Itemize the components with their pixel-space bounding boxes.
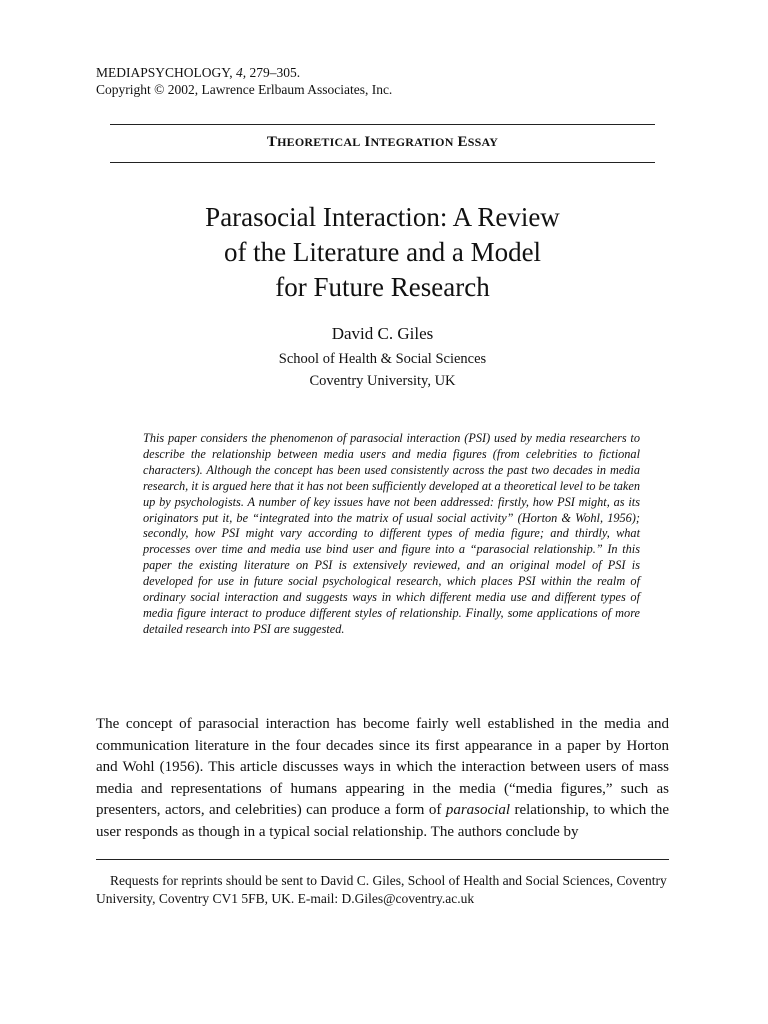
section-word-2-initial: I: [364, 134, 371, 150]
footnote-rule: [96, 859, 669, 860]
title-line-3: for Future Research: [275, 272, 490, 302]
institution: Coventry University, UK: [309, 373, 456, 389]
citation-line: [96, 64, 392, 81]
abstract: This paper considers the phenomenon of parasocial interaction (PSI) used by media researchers to describe the relationship between media users and media figures (from celebrities to fictional characters). Although the concept has been used consistently across the past two decades in media research, it is argued here that it has not been sufficiently developed at a theoretical level to be taken up by psychologists. A number of key issues have not been addressed: firstly, how PSI might, as its originators put it, be “integrated into the matrix of usual social activity” (Horton & Wohl, 1956); secondly, how PSI might vary according to different types of media figure; and thirdly, what processes over time and media use bind user and figure into a “parasocial relationship.” In this paper the existing literature on PSI is extensively reviewed, and an original model of PSI is developed for use in future social psychological research, which places PSI within the realm of ordinary social interaction and suggests ways in which different media use and different types of media figure interact to produce different styles of relationship. Finally, some applications of more detailed research into PSI are suggested.: [143, 431, 640, 636]
bottom-rule: [110, 162, 655, 163]
copyright-line: Copyright © 2002, Lawrence Erlbaum Associates, Inc.: [96, 82, 393, 97]
journal-name: MEDIAPSYCHOLOGY,: [96, 65, 233, 80]
section-word-2-rest: NTEGRATION: [370, 135, 454, 149]
top-rule: [110, 124, 655, 125]
body-emphasis: parasocial: [445, 802, 511, 819]
section-word-3-rest: SSAY: [467, 135, 499, 149]
journal-header: [96, 64, 392, 98]
section-word-3-initial: E: [457, 134, 468, 150]
author-name: David C. Giles: [331, 324, 434, 343]
body-text-before: The concept of parasocial interaction has become fairly well established in the media and communication literature in the four decades since its first appearance in a paper by Horton and Wohl (1956). This article discusses ways in which the interaction between users of mass media and representations of humans appearing in the media (“media figures,” such as presenters, actors, and celebrities) can produce a form of: [96, 716, 669, 819]
page-range: 279–305.: [249, 65, 301, 80]
author-affiliation: [110, 348, 655, 392]
footnote: [96, 872, 669, 907]
department: School of Health & Social Sciences: [278, 351, 487, 367]
volume-number: 4,: [236, 65, 247, 80]
section-word-1-rest: HEORETICAL: [277, 135, 361, 149]
footnote-email[interactable]: D.Giles@coventry.ac.uk: [341, 890, 475, 906]
title-line-1: Parasocial Interaction: A Review: [205, 202, 560, 232]
section-word-1-initial: T: [266, 134, 278, 150]
paper-title: [110, 200, 655, 305]
body-text-after: relationship, to which the user responds as though in a typical social relationship. The authors conclude by: [96, 802, 670, 840]
title-line-2: of the Literature and a Model: [223, 237, 542, 267]
body-paragraph: [96, 714, 669, 844]
footnote-text: Requests for reprints should be sent to David C. Giles, School of Health and Social Sciences, Coventry University, Coventry CV1 5FB, UK. E-mail:: [96, 873, 667, 906]
section-label: [110, 134, 655, 151]
